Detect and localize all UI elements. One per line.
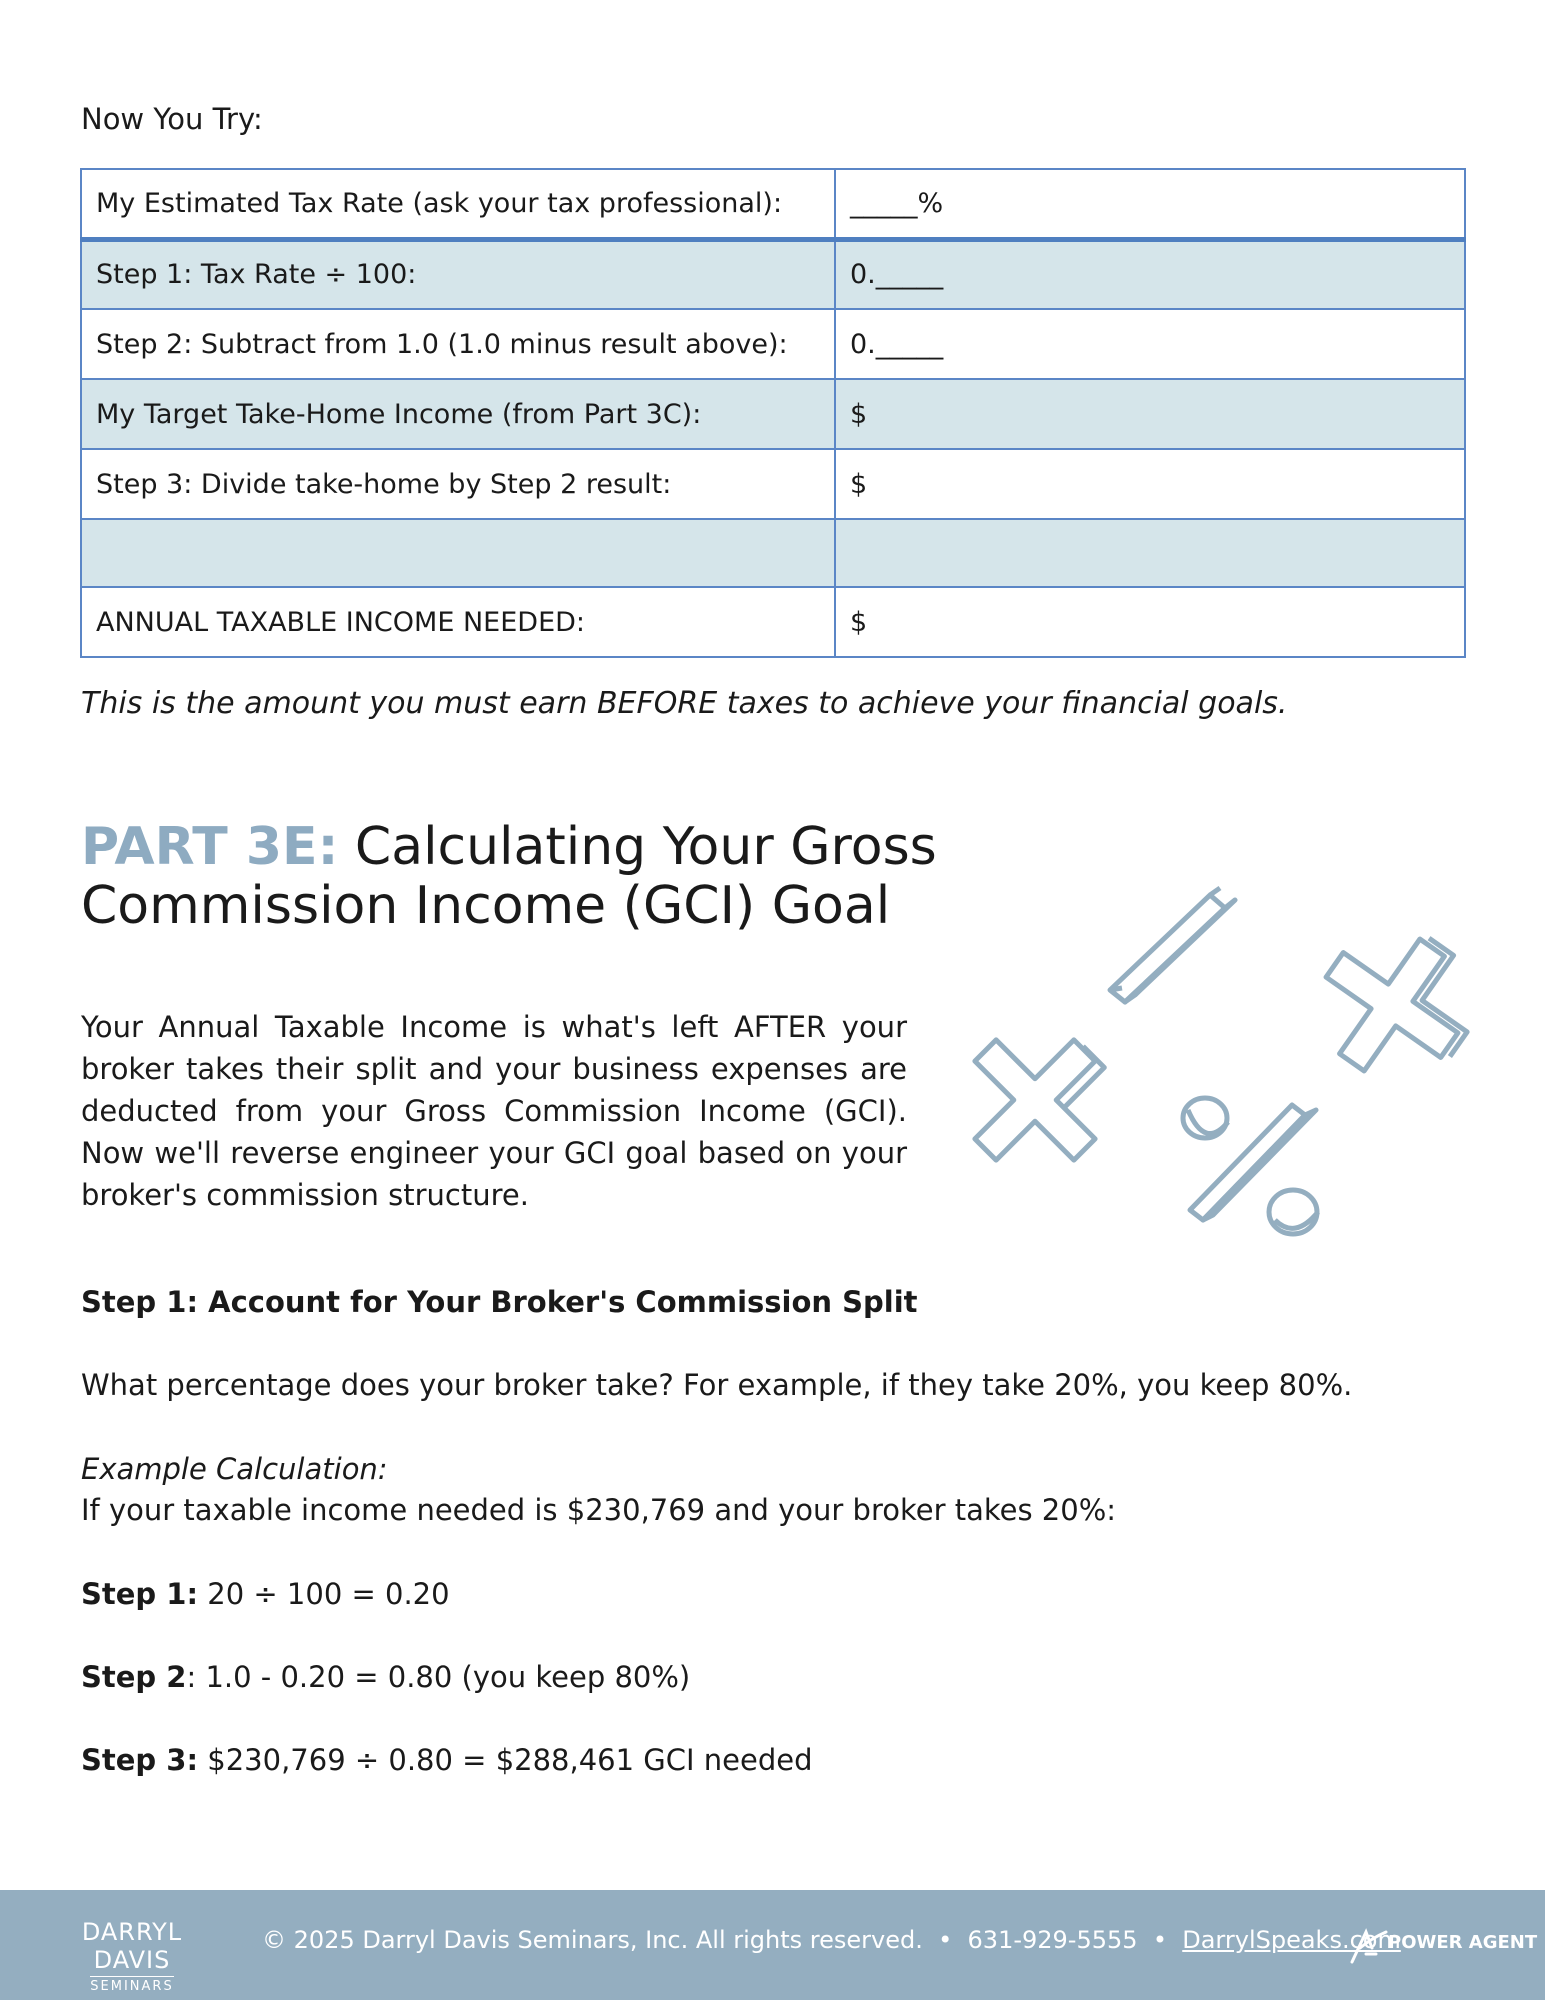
copyright-text: © 2025 Darryl Davis Seminars, Inc. All rights reserved. [262, 1926, 923, 1954]
example-step-1 [81, 1577, 450, 1611]
part-intro-paragraph: Your Annual Taxable Income is what's left AFTER your broker takes their split and your business expenses are deducted from your Gross Commission Income (GCI). Now we'll reverse engineer your GCI goal based on your broker's commission structure. [81, 1010, 907, 1212]
darryl-davis-logo: DARRYL DAVIS SEMINARS [81, 1918, 183, 1994]
row-label: Step 2: Subtract from 1.0 (1.0 minus result above): [81, 309, 835, 379]
math-symbols-illustration [950, 860, 1490, 1260]
table-note: This is the amount you must earn BEFORE taxes to achieve your financial goals. [81, 686, 1288, 721]
row-value: $ [835, 379, 1465, 449]
row-label [81, 519, 835, 587]
slash-icon [1110, 888, 1235, 1002]
phone-number: 631-929-5555 [967, 1926, 1138, 1954]
example-intro: If your taxable income needed is $230,769 and your broker takes 20%: [81, 1493, 1117, 1527]
separator: • [1152, 1926, 1167, 1954]
tax-worksheet-table [80, 168, 1466, 658]
row-value [835, 519, 1465, 587]
table-row [81, 587, 1465, 657]
footer-info [262, 1926, 1401, 1954]
row-value: $ [835, 587, 1465, 657]
example-step-2 [81, 1660, 690, 1694]
table-row [81, 519, 1465, 587]
part-title-line2: Commission Income (GCI) Goal [81, 876, 891, 936]
plus-icon [1295, 903, 1490, 1107]
row-value: 0._____ [835, 239, 1465, 309]
row-label: My Estimated Tax Rate (ask your tax professional): [81, 169, 835, 239]
table-row [81, 449, 1465, 519]
percent-icon [1183, 1098, 1318, 1234]
example-step-3 [81, 1743, 813, 1777]
table-row [81, 379, 1465, 449]
broker-question: What percentage does your broker take? For example, if they take 20%, you keep 80%. [81, 1368, 1353, 1402]
step-heading: Step 1: Account for Your Broker's Commission Split [81, 1285, 918, 1319]
part-prefix: PART 3E: [81, 817, 339, 877]
row-label: ANNUAL TAXABLE INCOME NEEDED: [81, 587, 835, 657]
table-row [81, 169, 1465, 239]
row-value: $ [835, 449, 1465, 519]
row-value: 0._____ [835, 309, 1465, 379]
table-row [81, 239, 1465, 309]
step-text: : 1.0 - 0.20 = 0.80 (you keep 80%) [186, 1660, 691, 1694]
part-title [81, 818, 937, 936]
power-agent-icon [1346, 1924, 1390, 1968]
separator: • [938, 1926, 953, 1954]
step-label: Step 3: [81, 1743, 199, 1777]
website-link[interactable]: DarrylSpeaks.com [1182, 1926, 1401, 1954]
row-label: Step 3: Divide take-home by Step 2 result: [81, 449, 835, 519]
row-label: My Target Take-Home Income (from Part 3C): [81, 379, 835, 449]
multiply-icon [950, 1000, 1135, 1199]
now-you-try-label: Now You Try: [81, 102, 263, 136]
step-label: Step 2 [81, 1660, 187, 1694]
row-value: _____% [835, 169, 1465, 239]
step-text: 20 ÷ 100 = 0.20 [198, 1577, 450, 1611]
row-label: Step 1: Tax Rate ÷ 100: [81, 239, 835, 309]
page-footer [0, 1890, 1545, 2000]
example-label: Example Calculation: [81, 1452, 388, 1486]
step-text: $230,769 ÷ 0.80 = $288,461 GCI needed [198, 1743, 813, 1777]
power-agent-logo: POWER AGENT [1346, 1918, 1506, 1968]
step-label: Step 1: [81, 1577, 199, 1611]
table-row [81, 309, 1465, 379]
part-title-line1: Calculating Your Gross [354, 817, 937, 877]
